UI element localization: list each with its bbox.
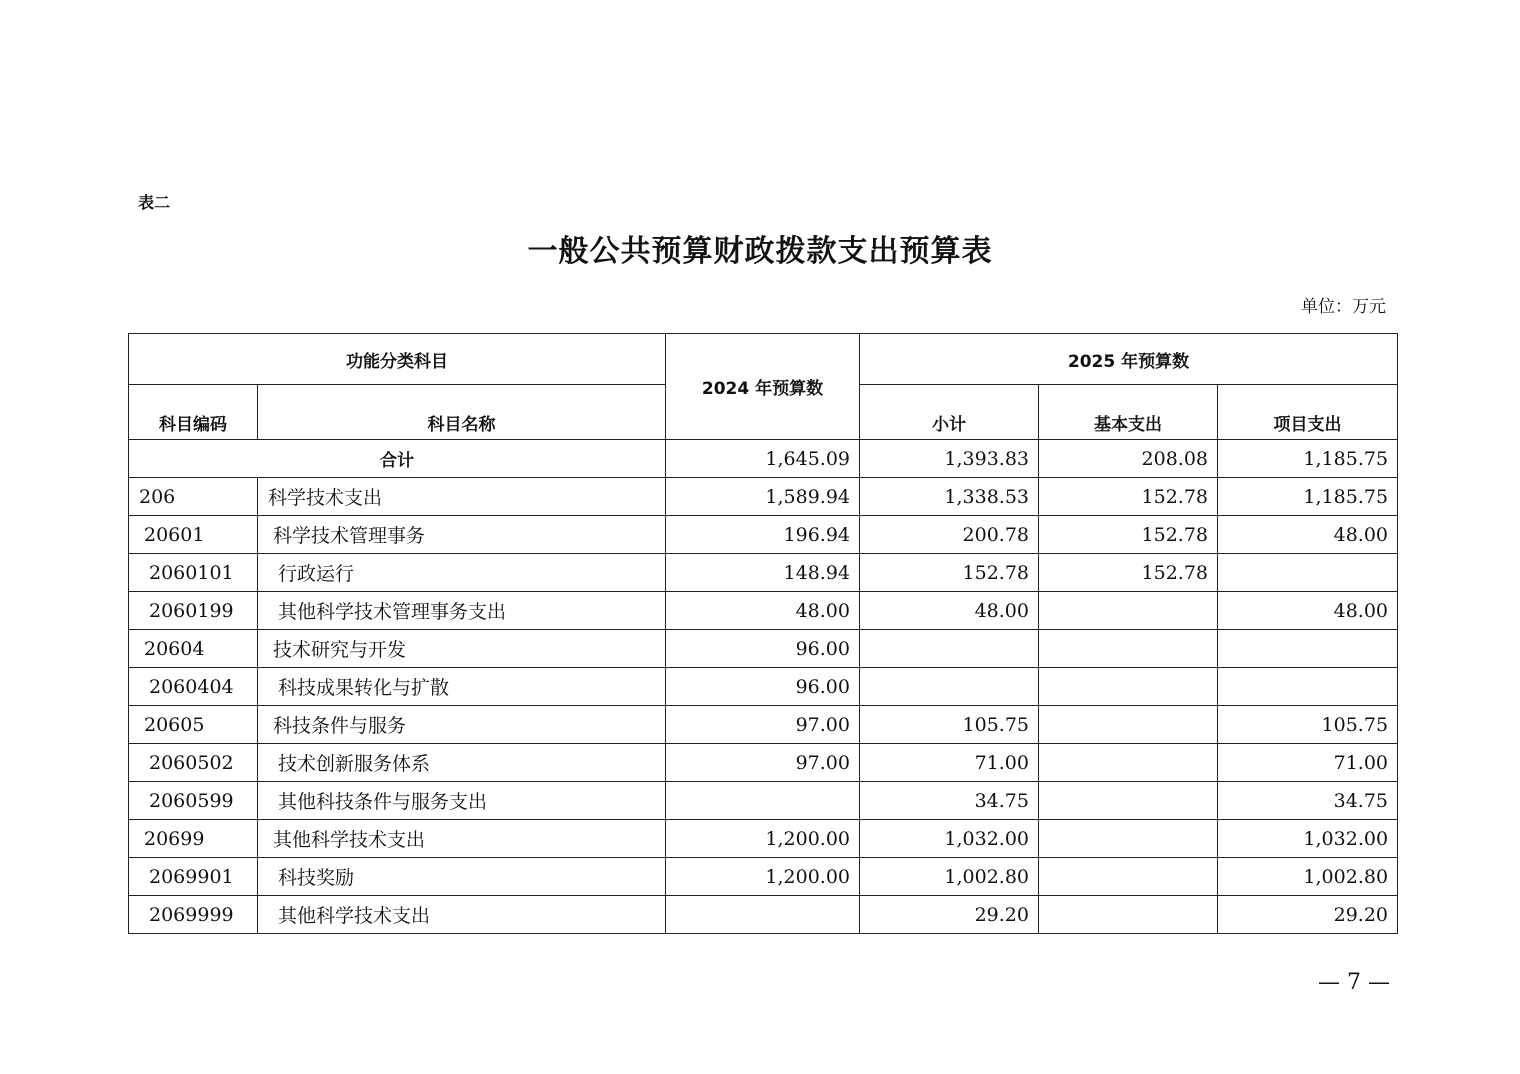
row-subtotal: 34.75 (860, 782, 1039, 820)
header-project: 项目支出 (1218, 385, 1398, 440)
total-project: 1,185.75 (1218, 440, 1398, 478)
row-project (1218, 630, 1398, 668)
row-project: 48.00 (1218, 592, 1398, 630)
row-name: 科技奖励 (258, 858, 666, 896)
row-subtotal (860, 630, 1039, 668)
row-code: 206 (129, 478, 258, 516)
row-prev: 1,200.00 (666, 858, 860, 896)
row-basic (1039, 896, 1218, 934)
row-subtotal: 200.78 (860, 516, 1039, 554)
row-prev: 97.00 (666, 706, 860, 744)
row-name: 其他科学技术支出 (258, 820, 666, 858)
row-name: 科学技术支出 (258, 478, 666, 516)
row-code: 2060502 (129, 744, 258, 782)
row-subtotal: 1,032.00 (860, 820, 1039, 858)
row-project: 105.75 (1218, 706, 1398, 744)
row-project: 1,032.00 (1218, 820, 1398, 858)
row-name: 其他科学技术支出 (258, 896, 666, 934)
row-name: 行政运行 (258, 554, 666, 592)
row-subtotal: 105.75 (860, 706, 1039, 744)
table-row (129, 630, 1398, 668)
table-label: 表二 (138, 193, 171, 212)
budget-table (128, 333, 1398, 934)
row-basic (1039, 858, 1218, 896)
row-basic: 152.78 (1039, 554, 1218, 592)
row-name: 技术研究与开发 (258, 630, 666, 668)
row-code: 2069901 (129, 858, 258, 896)
header-curr-budget: 2025 年预算数 (860, 334, 1398, 385)
row-prev: 97.00 (666, 744, 860, 782)
row-prev: 96.00 (666, 630, 860, 668)
row-code: 2060404 (129, 668, 258, 706)
total-prev: 1,645.09 (666, 440, 860, 478)
row-basic: 152.78 (1039, 516, 1218, 554)
row-project: 1,185.75 (1218, 478, 1398, 516)
row-prev: 1,200.00 (666, 820, 860, 858)
row-name: 科技成果转化与扩散 (258, 668, 666, 706)
row-prev (666, 896, 860, 934)
table-row (129, 782, 1398, 820)
row-project: 71.00 (1218, 744, 1398, 782)
row-code: 20605 (129, 706, 258, 744)
row-code: 20699 (129, 820, 258, 858)
row-basic (1039, 668, 1218, 706)
row-name: 其他科技条件与服务支出 (258, 782, 666, 820)
row-project: 48.00 (1218, 516, 1398, 554)
document-title: 一般公共预算财政拨款支出预算表 (527, 234, 993, 269)
row-subtotal: 29.20 (860, 896, 1039, 934)
total-row (129, 440, 1398, 478)
row-prev: 196.94 (666, 516, 860, 554)
table-row (129, 516, 1398, 554)
row-name: 科学技术管理事务 (258, 516, 666, 554)
row-basic (1039, 820, 1218, 858)
row-basic (1039, 782, 1218, 820)
row-name: 技术创新服务体系 (258, 744, 666, 782)
row-basic (1039, 744, 1218, 782)
row-prev: 48.00 (666, 592, 860, 630)
table-row (129, 668, 1398, 706)
table-row (129, 478, 1398, 516)
table-row (129, 554, 1398, 592)
row-subtotal: 1,002.80 (860, 858, 1039, 896)
row-project: 29.20 (1218, 896, 1398, 934)
header-prev-budget: 2024 年预算数 (666, 334, 860, 440)
row-code: 2060199 (129, 592, 258, 630)
row-basic: 152.78 (1039, 478, 1218, 516)
row-subtotal: 71.00 (860, 744, 1039, 782)
row-project: 1,002.80 (1218, 858, 1398, 896)
header-name: 科目名称 (258, 385, 666, 440)
row-code: 20601 (129, 516, 258, 554)
unit-label: 单位：万元 (1301, 297, 1386, 317)
row-project (1218, 668, 1398, 706)
row-prev: 96.00 (666, 668, 860, 706)
row-name: 科技条件与服务 (258, 706, 666, 744)
header-func-category: 功能分类科目 (129, 334, 666, 385)
row-prev: 1,589.94 (666, 478, 860, 516)
total-subtotal: 1,393.83 (860, 440, 1039, 478)
row-name: 其他科学技术管理事务支出 (258, 592, 666, 630)
header-subtotal: 小计 (860, 385, 1039, 440)
table-row (129, 592, 1398, 630)
row-prev: 148.94 (666, 554, 860, 592)
total-label: 合计 (129, 440, 666, 478)
row-project (1218, 554, 1398, 592)
table-row (129, 896, 1398, 934)
table-row (129, 706, 1398, 744)
page-number: — 7 — (1318, 970, 1390, 995)
table-row (129, 744, 1398, 782)
row-prev (666, 782, 860, 820)
row-subtotal: 152.78 (860, 554, 1039, 592)
row-subtotal: 1,338.53 (860, 478, 1039, 516)
total-basic: 208.08 (1039, 440, 1218, 478)
row-subtotal (860, 668, 1039, 706)
row-code: 2060599 (129, 782, 258, 820)
row-code: 2069999 (129, 896, 258, 934)
row-basic (1039, 592, 1218, 630)
row-basic (1039, 630, 1218, 668)
header-code: 科目编码 (129, 385, 258, 440)
row-code: 20604 (129, 630, 258, 668)
table-row (129, 820, 1398, 858)
row-code: 2060101 (129, 554, 258, 592)
row-subtotal: 48.00 (860, 592, 1039, 630)
header-row-top (129, 334, 1398, 385)
table-row (129, 858, 1398, 896)
row-project: 34.75 (1218, 782, 1398, 820)
header-basic: 基本支出 (1039, 385, 1218, 440)
row-basic (1039, 706, 1218, 744)
